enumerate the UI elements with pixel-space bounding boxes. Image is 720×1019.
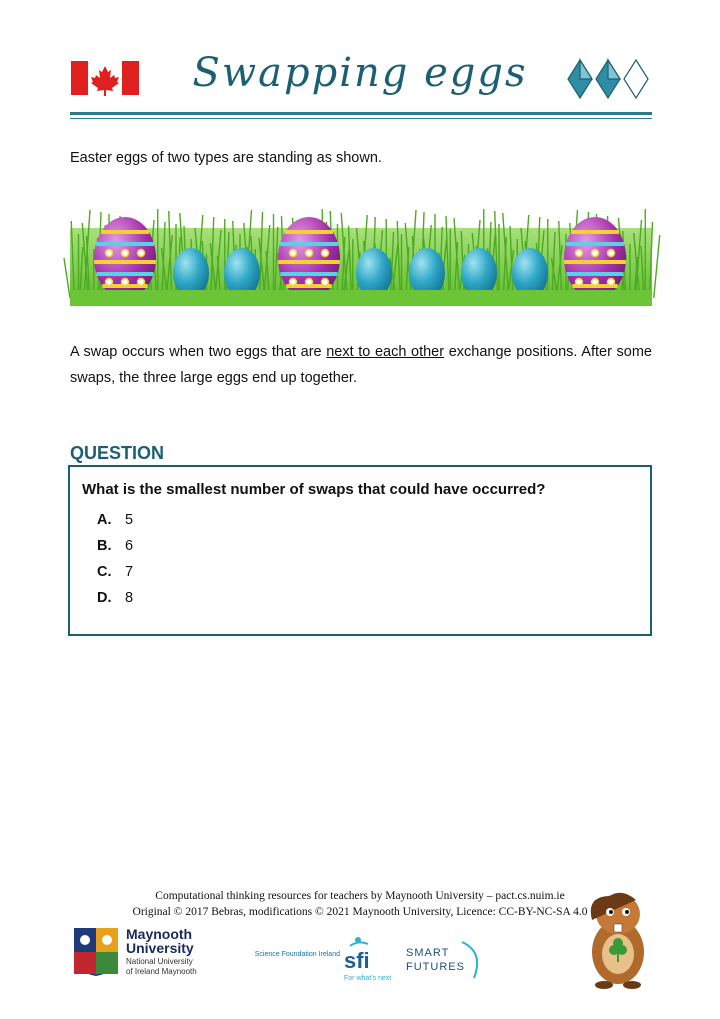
- option-value: 6: [125, 538, 134, 554]
- option-letter: D.: [97, 590, 112, 606]
- large-egg: [564, 217, 626, 299]
- question-heading: QUESTION: [70, 443, 165, 463]
- mu-name-1: Maynooth: [126, 926, 193, 942]
- question-text: What is the smallest number of swaps that could have occurred?: [82, 481, 546, 498]
- option-c[interactable]: [97, 564, 133, 580]
- mu-sub-1: National University: [126, 957, 193, 966]
- question-box: [68, 465, 652, 636]
- large-egg: [94, 217, 156, 299]
- grass-blade: [64, 258, 70, 298]
- egg-row-illustration: [70, 198, 652, 306]
- canada-flag-icon: [71, 61, 139, 95]
- mu-name-2: University: [126, 940, 194, 956]
- swap-description: [70, 339, 652, 391]
- large-egg: [278, 217, 340, 299]
- intro-text: Easter eggs of two types are standing as shown.: [70, 150, 382, 166]
- smart-futures-logo-icon: [404, 938, 488, 982]
- option-value: 8: [125, 590, 134, 606]
- sfi-tagline: For what's next: [344, 975, 392, 982]
- beaver-mascot-icon: [582, 890, 654, 990]
- para-underlined: next to each other: [326, 344, 445, 360]
- smart-text: SMART: [406, 947, 450, 959]
- three-diamonds-icon: [566, 58, 650, 100]
- sfi-mark: sfi: [344, 948, 370, 973]
- sfi-left-text: Science Foundation Ireland: [254, 951, 340, 958]
- option-a[interactable]: [97, 512, 133, 528]
- credit-line-1: Computational thinking resources for teachers by Maynooth University – pact.cs.nuim.ie: [155, 890, 565, 902]
- grass-blade: [654, 235, 660, 298]
- option-letter: B.: [97, 538, 112, 554]
- option-letter: C.: [97, 564, 112, 580]
- mu-sub-2: of Ireland Maynooth: [126, 967, 197, 976]
- option-letter: A.: [97, 512, 112, 528]
- maynooth-crest-icon: [72, 926, 120, 978]
- para-before: A swap occurs when two eggs that are: [70, 344, 327, 360]
- maynooth-logo-text: [126, 927, 197, 977]
- option-b[interactable]: [97, 538, 133, 554]
- option-value: 5: [125, 512, 134, 528]
- sfi-logo-icon: [254, 934, 400, 984]
- credit-line-2: Original © 2017 Bebras, modifications © 2021 Maynooth University, Licence: CC-BY-NC-SA 4.0: [132, 906, 588, 918]
- para-after: exchange positions. After some swaps, the three large eggs end up together.: [70, 344, 652, 386]
- page-title: Swapping eggs: [192, 50, 528, 96]
- option-value: 7: [125, 564, 134, 580]
- header-rule-thin: [70, 118, 652, 119]
- footer-credit: [120, 888, 600, 920]
- option-d[interactable]: [97, 590, 133, 606]
- futures-text: FUTURES: [406, 961, 465, 973]
- header-rule: [70, 112, 652, 115]
